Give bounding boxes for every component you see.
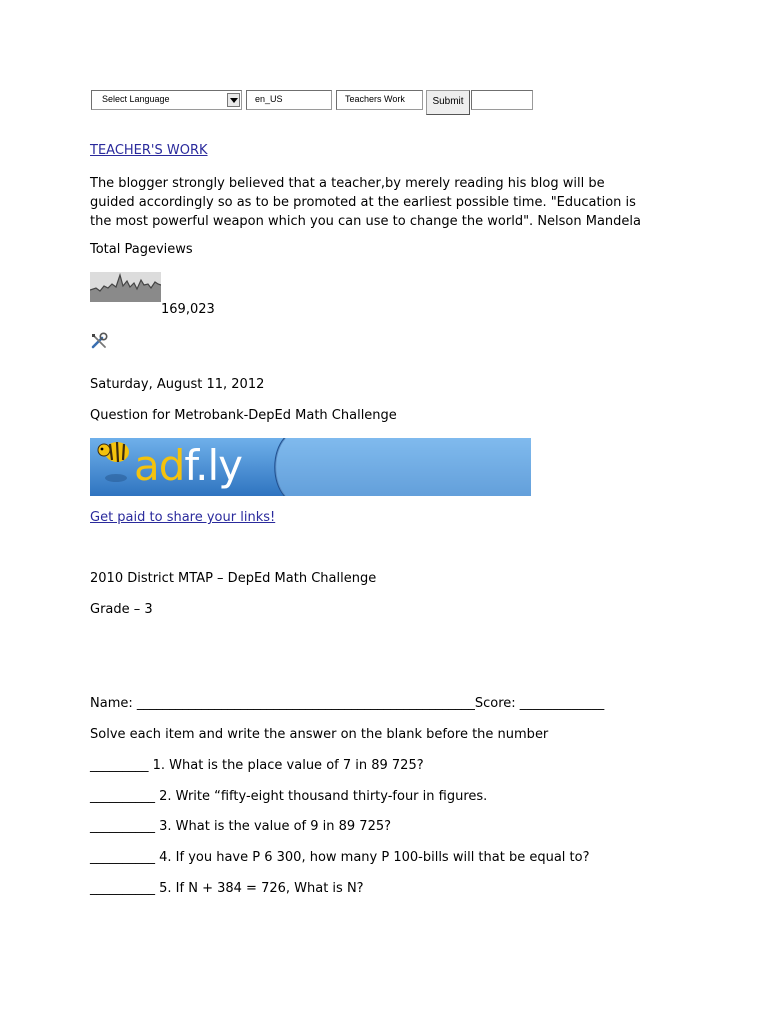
language-select-label: Select Language [102, 94, 170, 104]
site-field[interactable] [336, 90, 423, 110]
name-score-line: Name: ____________________________________________________Score: _____________ [90, 696, 605, 711]
question-item: __________ 5. If N + 384 = 726, What is N? [90, 881, 364, 896]
worksheet-heading: 2010 District MTAP – DepEd Math Challenge [90, 571, 377, 586]
question-item: __________ 4. If you have P 6 300, how many P 100-bills will that be equal to? [90, 850, 590, 865]
chevron-down-icon[interactable] [227, 93, 240, 107]
worksheet-grade: Grade – 3 [90, 602, 153, 617]
adfly-logo-text: adf.ly [134, 441, 243, 490]
worksheet-instructions: Solve each item and write the answer on the blank before the number [90, 727, 549, 742]
pageviews-label: Total Pageviews [90, 242, 193, 257]
locale-field[interactable] [246, 90, 332, 110]
blank-input[interactable] [471, 90, 533, 110]
submit-button-label: Submit [432, 96, 464, 107]
blog-description-line: The blogger strongly believed that a teacher,by merely reading his blog will be [90, 176, 605, 191]
question-item: __________ 3. What is the value of 9 in 89 725? [90, 819, 392, 834]
submit-button[interactable] [426, 90, 470, 115]
pageviews-count: 169,023 [161, 302, 215, 317]
blog-description [90, 174, 641, 231]
locale-value: en_US [255, 94, 283, 104]
blog-description-line: guided accordingly so as to be promoted at the earliest possible time. "Education is [90, 195, 636, 210]
blog-title-link[interactable]: TEACHER'S WORK [90, 143, 208, 158]
pageviews-sparkline [90, 272, 161, 302]
question-item: _________ 1. What is the place value of 7 in 89 725? [90, 758, 424, 773]
question-item: __________ 2. Write “fifty-eight thousand thirty-four in figures. [90, 789, 488, 804]
adfly-banner[interactable] [90, 438, 531, 496]
blog-description-line: the most powerful weapon which you can use to change the world". Nelson Mandela [90, 214, 641, 229]
ad-link[interactable]: Get paid to share your links! [90, 510, 276, 525]
post-date: Saturday, August 11, 2012 [90, 377, 265, 392]
language-select[interactable] [91, 90, 242, 110]
site-field-value: Teachers Work [345, 94, 405, 104]
post-title: Question for Metrobank-DepEd Math Challenge [90, 408, 397, 423]
tools-icon[interactable] [90, 332, 108, 350]
